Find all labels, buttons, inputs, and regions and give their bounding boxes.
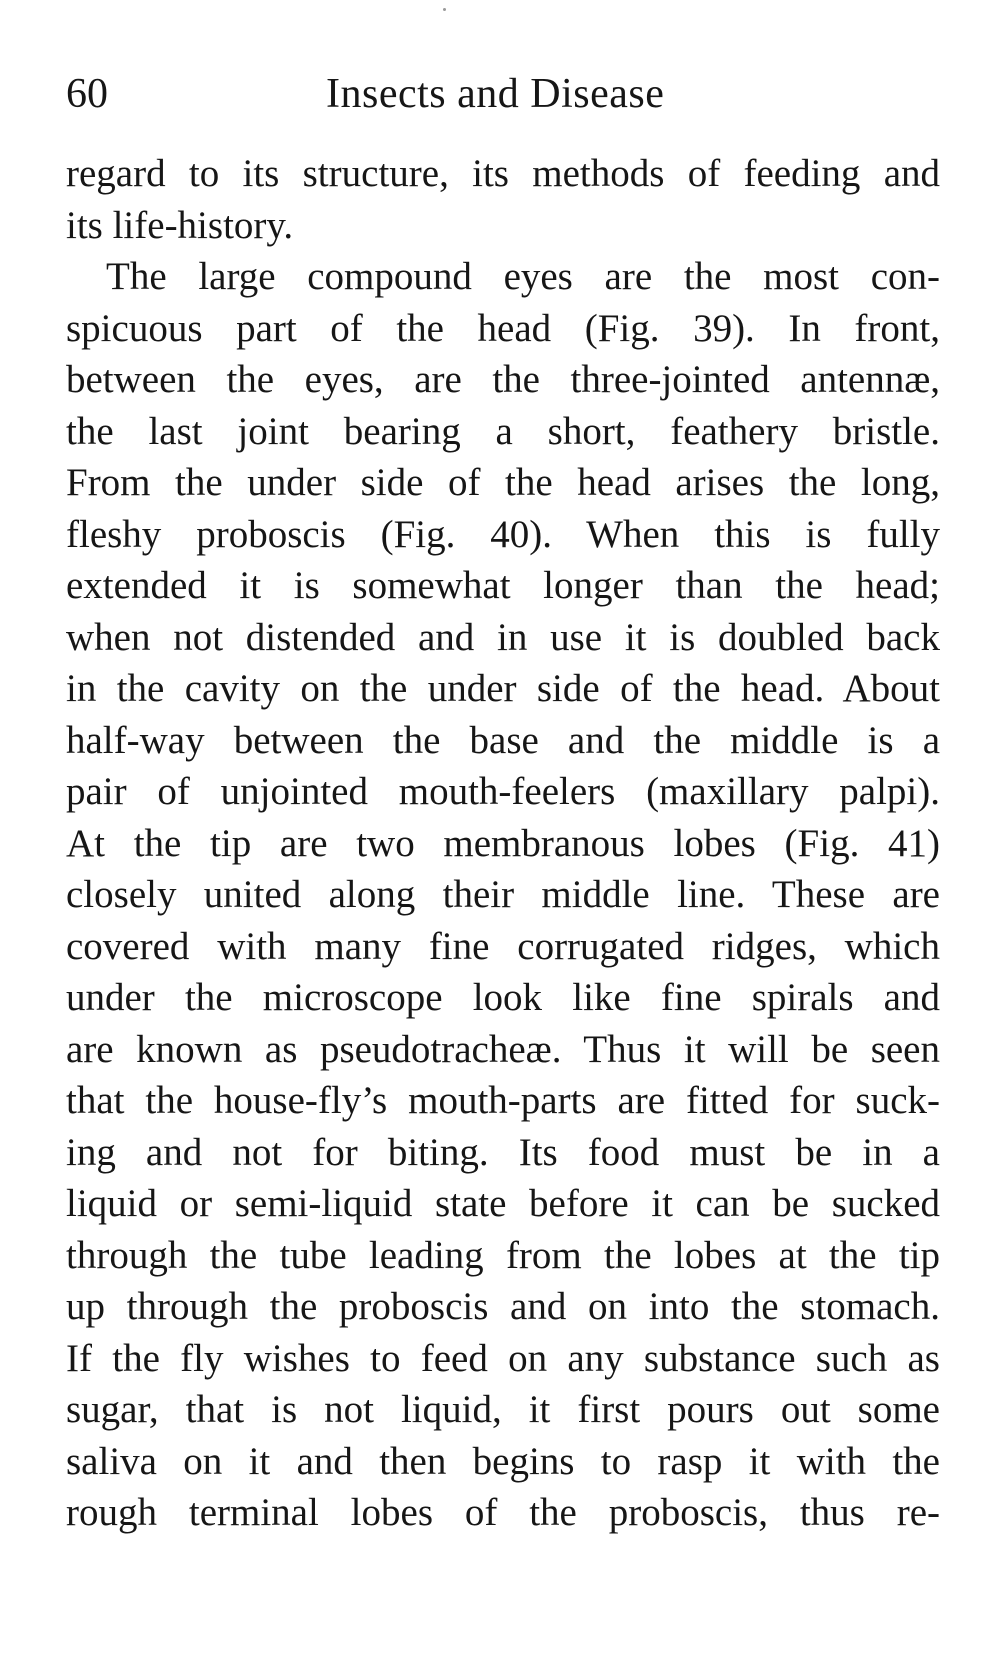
text-line: in the cavity on the under side of the head. About [66, 667, 940, 710]
text-line: If the fly wishes to feed on any substance such as [66, 1336, 940, 1380]
text-line: saliva on it and then begins to rasp it with the [66, 1439, 940, 1483]
text-line: are known as pseudotracheæ. Thus it will be seen [66, 1027, 940, 1071]
text-line: the last joint bearing a short, feathery bristle. [66, 409, 940, 453]
paragraph-first-line: The large compound eyes are the most con- [106, 255, 940, 298]
text-line: its life-history. [66, 203, 294, 247]
text-line: At the tip are two membranous lobes (Fig. 41) [66, 821, 940, 865]
text-line: rough terminal lobes of the proboscis, thus re- [66, 1491, 940, 1534]
text-line: sugar, that is not liquid, it first pours out some [66, 1388, 940, 1431]
text-line: ing and not for biting. Its food must be in a [66, 1130, 940, 1174]
text-line: covered with many fine corrugated ridges, which [66, 924, 940, 968]
print-speck [443, 8, 446, 11]
text-line: when not distended and in use it is doubled back [66, 615, 940, 659]
text-line: pair of unjointed mouth-feelers (maxillary palpi). [66, 770, 940, 813]
page-number: 60 [66, 71, 108, 117]
body-text [66, 148, 940, 1539]
text-line: regard to its structure, its methods of feeding and [66, 152, 940, 195]
text-line: under the microscope look like fine spirals and [66, 976, 940, 1019]
text-line: closely united along their middle line. These are [66, 873, 940, 916]
text-line: fleshy proboscis (Fig. 40). When this is fully [66, 512, 940, 556]
running-title: Insects and Disease [326, 71, 665, 117]
text-line: From the under side of the head arises the long, [66, 461, 940, 504]
text-line: through the tube leading from the lobes at the tip [66, 1233, 940, 1277]
text-line: between the eyes, are the three-jointed antennæ, [66, 358, 940, 401]
text-line: extended it is somewhat longer than the head; [66, 564, 940, 607]
text-line: that the house-fly’s mouth-parts are fitted for suck- [66, 1079, 940, 1122]
text-line: liquid or semi-liquid state before it can be sucked [66, 1182, 940, 1225]
text-line: spicuous part of the head (Fig. 39). In front, [66, 306, 940, 350]
text-line: half-way between the base and the middle is a [66, 718, 940, 762]
text-line: up through the proboscis and on into the stomach. [66, 1285, 940, 1328]
